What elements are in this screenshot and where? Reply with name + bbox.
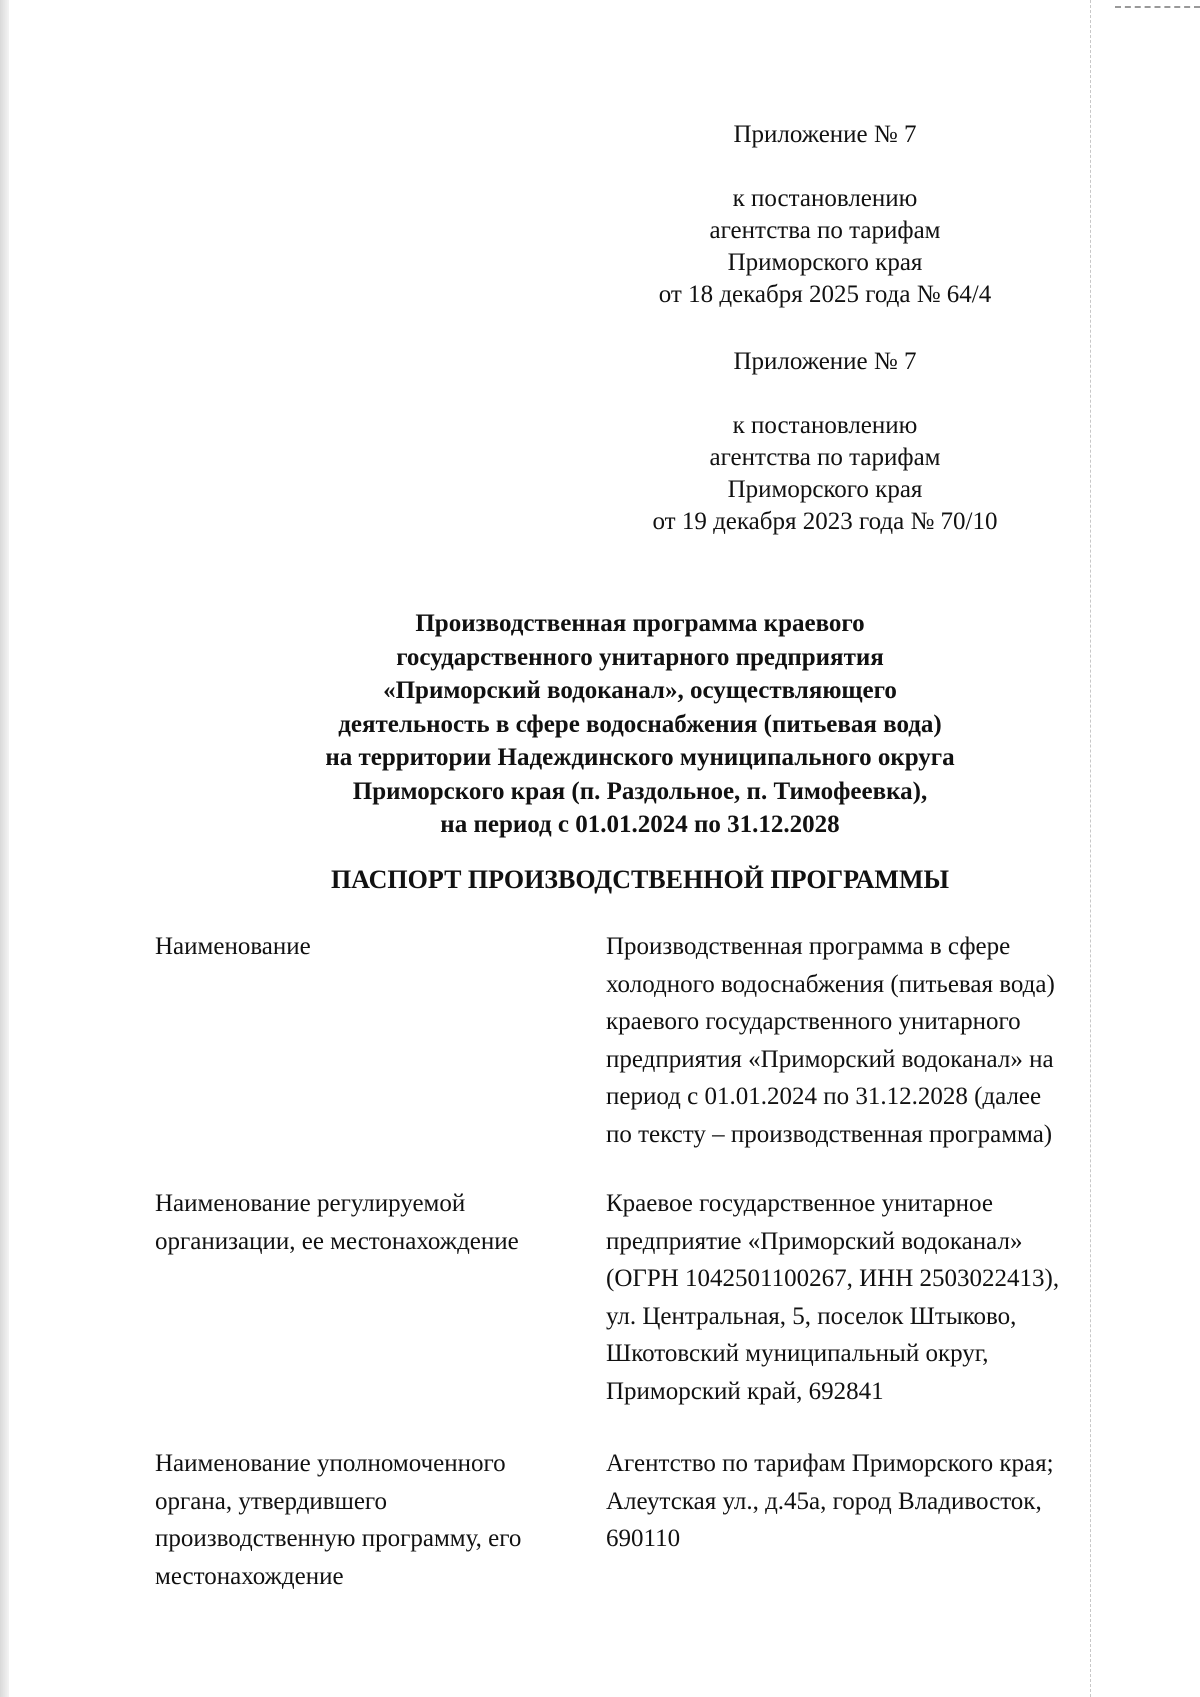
title-line: деятельность в сфере водоснабжения (питьевая вода) [338,710,942,738]
value-line: Приморский край, 692841 [606,1377,884,1405]
label-line: производственную программу, его [155,1525,522,1552]
appendix-current-date: от 18 декабря 2025 года № 64/4 [658,281,992,308]
passport-row-label [155,1185,585,1260]
scan-left-edge [0,0,9,1697]
appendix-current-line: агентства по тарифам [709,217,941,244]
label-line: местонахождение [155,1562,344,1590]
appendix-previous-heading: Приложение № 7 [733,348,917,375]
value-line: ул. Центральная, 5, поселок Штыково, [606,1302,1017,1330]
value-line: краевого государственного унитарного [606,1008,1021,1035]
title-line: государственного унитарного предприятия [396,643,884,671]
label-line: органа, утвердившего [155,1487,388,1515]
appendix-current-line: к постановлению [732,185,918,212]
appendix-previous-line: агентства по тарифам [709,444,941,471]
scan-fold-line [1090,0,1091,1697]
label-line: Наименование регулируемой [155,1190,466,1217]
value-line: предприятие «Приморский водоканал» [606,1227,1023,1255]
appendix-previous-line: Приморского края [727,476,923,503]
passport-row-value [606,928,1131,1153]
title-line: «Приморский водоканал», осуществляющего [383,677,897,704]
appendix-previous-block [625,346,1025,538]
value-line: предприятия «Приморский водоканал» на [606,1045,1054,1073]
document-title [260,607,1020,842]
title-line: на территории Надеждинского муниципального округа [325,744,955,771]
passport-row-value [606,1185,1131,1410]
value-line: Краевое государственное унитарное [606,1190,993,1217]
value-line: (ОГРН 1042501100267, ИНН 2503022413), [606,1265,1060,1292]
label-line: Наименование уполномоченного [155,1450,506,1477]
appendix-current-line: Приморского края [727,249,923,276]
value-line: холодного водоснабжения (питьевая вода) [606,970,1055,998]
scan-top-mark [1115,6,1200,8]
value-line: период с 01.01.2024 по 31.12.2028 (далее [606,1083,1042,1110]
value-line: по тексту – производственная программа) [606,1120,1053,1148]
appendix-current-block [625,119,1025,311]
value-line: Агентство по тарифам Приморского края; [606,1450,1054,1477]
title-line: Приморского края (п. Раздольное, п. Тимофеевка), [352,777,928,805]
title-line: на период с 01.01.2024 по 31.12.2028 [440,811,840,838]
value-line: Алеутская ул., д.45а, город Владивосток, [606,1487,1042,1515]
appendix-previous-line: к постановлению [732,412,918,439]
passport-row-label [155,928,585,966]
value-line: Шкотовский муниципальный округ, [606,1340,989,1367]
passport-row-value [606,1445,1131,1558]
label-line: Наименование [155,933,311,960]
value-line: Производственная программа в сфере [606,933,1011,960]
appendix-previous-date: от 19 декабря 2023 года № 70/10 [652,508,998,535]
label-line: организации, ее местонахождение [155,1227,519,1255]
passport-heading: ПАСПОРТ ПРОИЗВОДСТВЕННОЙ ПРОГРАММЫ [330,865,950,894]
value-line: 690110 [606,1525,681,1552]
appendix-current-heading: Приложение № 7 [733,121,917,148]
passport-row-label [155,1445,585,1595]
title-line: Производственная программа краевого [415,610,865,637]
